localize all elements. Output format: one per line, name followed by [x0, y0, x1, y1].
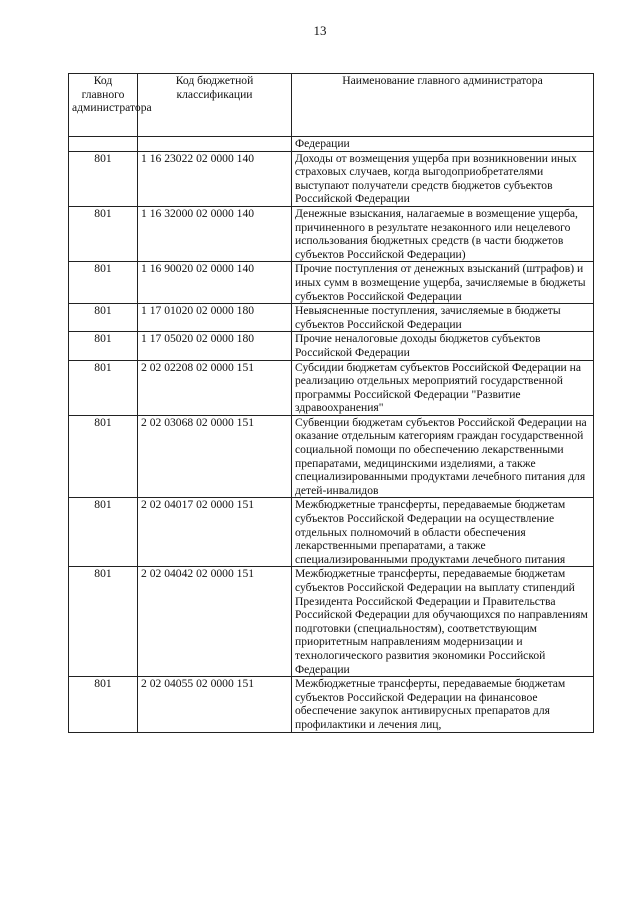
budget-code-cell: 2 02 04042 02 0000 151	[138, 567, 292, 677]
name-cell: Межбюджетные трансферты, передаваемые бюджетам субъектов Российской Федерации на финансовое обеспечение закупок антивирусных препаратов для профилактики и лечения лиц,	[292, 677, 594, 732]
table-body	[69, 137, 594, 733]
budget-code-cell: 2 02 02208 02 0000 151	[138, 360, 292, 415]
header-name: Наименование главного администратора	[292, 74, 594, 137]
table-row	[69, 304, 594, 332]
header-budget-code: Код бюджетной классификации	[138, 74, 292, 137]
table-row	[69, 567, 594, 677]
table-row	[69, 415, 594, 498]
table-row	[69, 332, 594, 360]
admin-code-cell: 801	[69, 262, 138, 304]
table-header-row	[69, 74, 594, 137]
header-admin-code: Код главного администратора	[69, 74, 138, 137]
budget-code-cell: 1 17 01020 02 0000 180	[138, 304, 292, 332]
budget-code-cell: 2 02 04017 02 0000 151	[138, 498, 292, 567]
continuation-code-cell	[138, 137, 292, 152]
name-cell: Межбюджетные трансферты, передаваемые бюджетам субъектов Российской Федерации на выплату стипендий Президента Российской Федерации и Правительства Российской Федерации для обучающихся по направлениям подготовки (специальностям), соответствующим приоритетным направлениям модернизации и технологического развития экономики Российской Федерации	[292, 567, 594, 677]
table-row-continuation	[69, 137, 594, 152]
admin-code-cell: 801	[69, 415, 138, 498]
budget-code-cell: 1 17 05020 02 0000 180	[138, 332, 292, 360]
name-cell: Прочие поступления от денежных взысканий (штрафов) и иных сумм в возмещение ущерба, зачисляемые в бюджеты субъектов Российской Федерации	[292, 262, 594, 304]
table-row	[69, 262, 594, 304]
name-cell: Прочие неналоговые доходы бюджетов субъектов Российской Федерации	[292, 332, 594, 360]
budget-code-cell: 2 02 04055 02 0000 151	[138, 677, 292, 732]
continuation-name-cell: Федерации	[292, 137, 594, 152]
table-row	[69, 677, 594, 732]
budget-code-cell: 1 16 90020 02 0000 140	[138, 262, 292, 304]
name-cell: Субвенции бюджетам субъектов Российской Федерации на оказание отдельным категориям граждан государственной социальной помощи по обеспечению лекарственными препаратами, медицинскими изделиями, а также специализированными продуктами лечебного питания для детей-инвалидов	[292, 415, 594, 498]
table-row	[69, 206, 594, 261]
table-row	[69, 360, 594, 415]
name-cell: Доходы от возмещения ущерба при возникновении иных страховых случаев, когда выгодоприобретателями выступают получатели средств бюджетов субъектов Российской Федерации	[292, 151, 594, 206]
admin-code-cell: 801	[69, 677, 138, 732]
admin-code-cell: 801	[69, 332, 138, 360]
name-cell: Невыясненные поступления, зачисляемые в бюджеты субъектов Российской Федерации	[292, 304, 594, 332]
page-number: 13	[313, 23, 327, 38]
admin-code-cell: 801	[69, 151, 138, 206]
table-row	[69, 151, 594, 206]
admin-code-cell: 801	[69, 567, 138, 677]
admin-code-cell: 801	[69, 360, 138, 415]
budget-code-cell: 1 16 32000 02 0000 140	[138, 206, 292, 261]
name-cell: Субсидии бюджетам субъектов Российской Федерации на реализацию отдельных мероприятий государственной программы Российской Федерации "Развитие здравоохранения"	[292, 360, 594, 415]
budget-code-cell: 2 02 03068 02 0000 151	[138, 415, 292, 498]
name-cell: Денежные взыскания, налагаемые в возмещение ущерба, причиненного в результате незаконного или нецелевого использования бюджетных средств (в части бюджетов субъектов Российской Федерации)	[292, 206, 594, 261]
admin-code-cell: 801	[69, 498, 138, 567]
admin-code-cell: 801	[69, 206, 138, 261]
table-row	[69, 498, 594, 567]
budget-classification-table	[68, 73, 594, 733]
admin-code-cell: 801	[69, 304, 138, 332]
budget-code-cell: 1 16 23022 02 0000 140	[138, 151, 292, 206]
continuation-admin-cell	[69, 137, 138, 152]
name-cell: Межбюджетные трансферты, передаваемые бюджетам субъектов Российской Федерации на осуществление отдельных полномочий в области обеспечения лекарственными препаратами, а также специализированными продуктами лечебного питания	[292, 498, 594, 567]
